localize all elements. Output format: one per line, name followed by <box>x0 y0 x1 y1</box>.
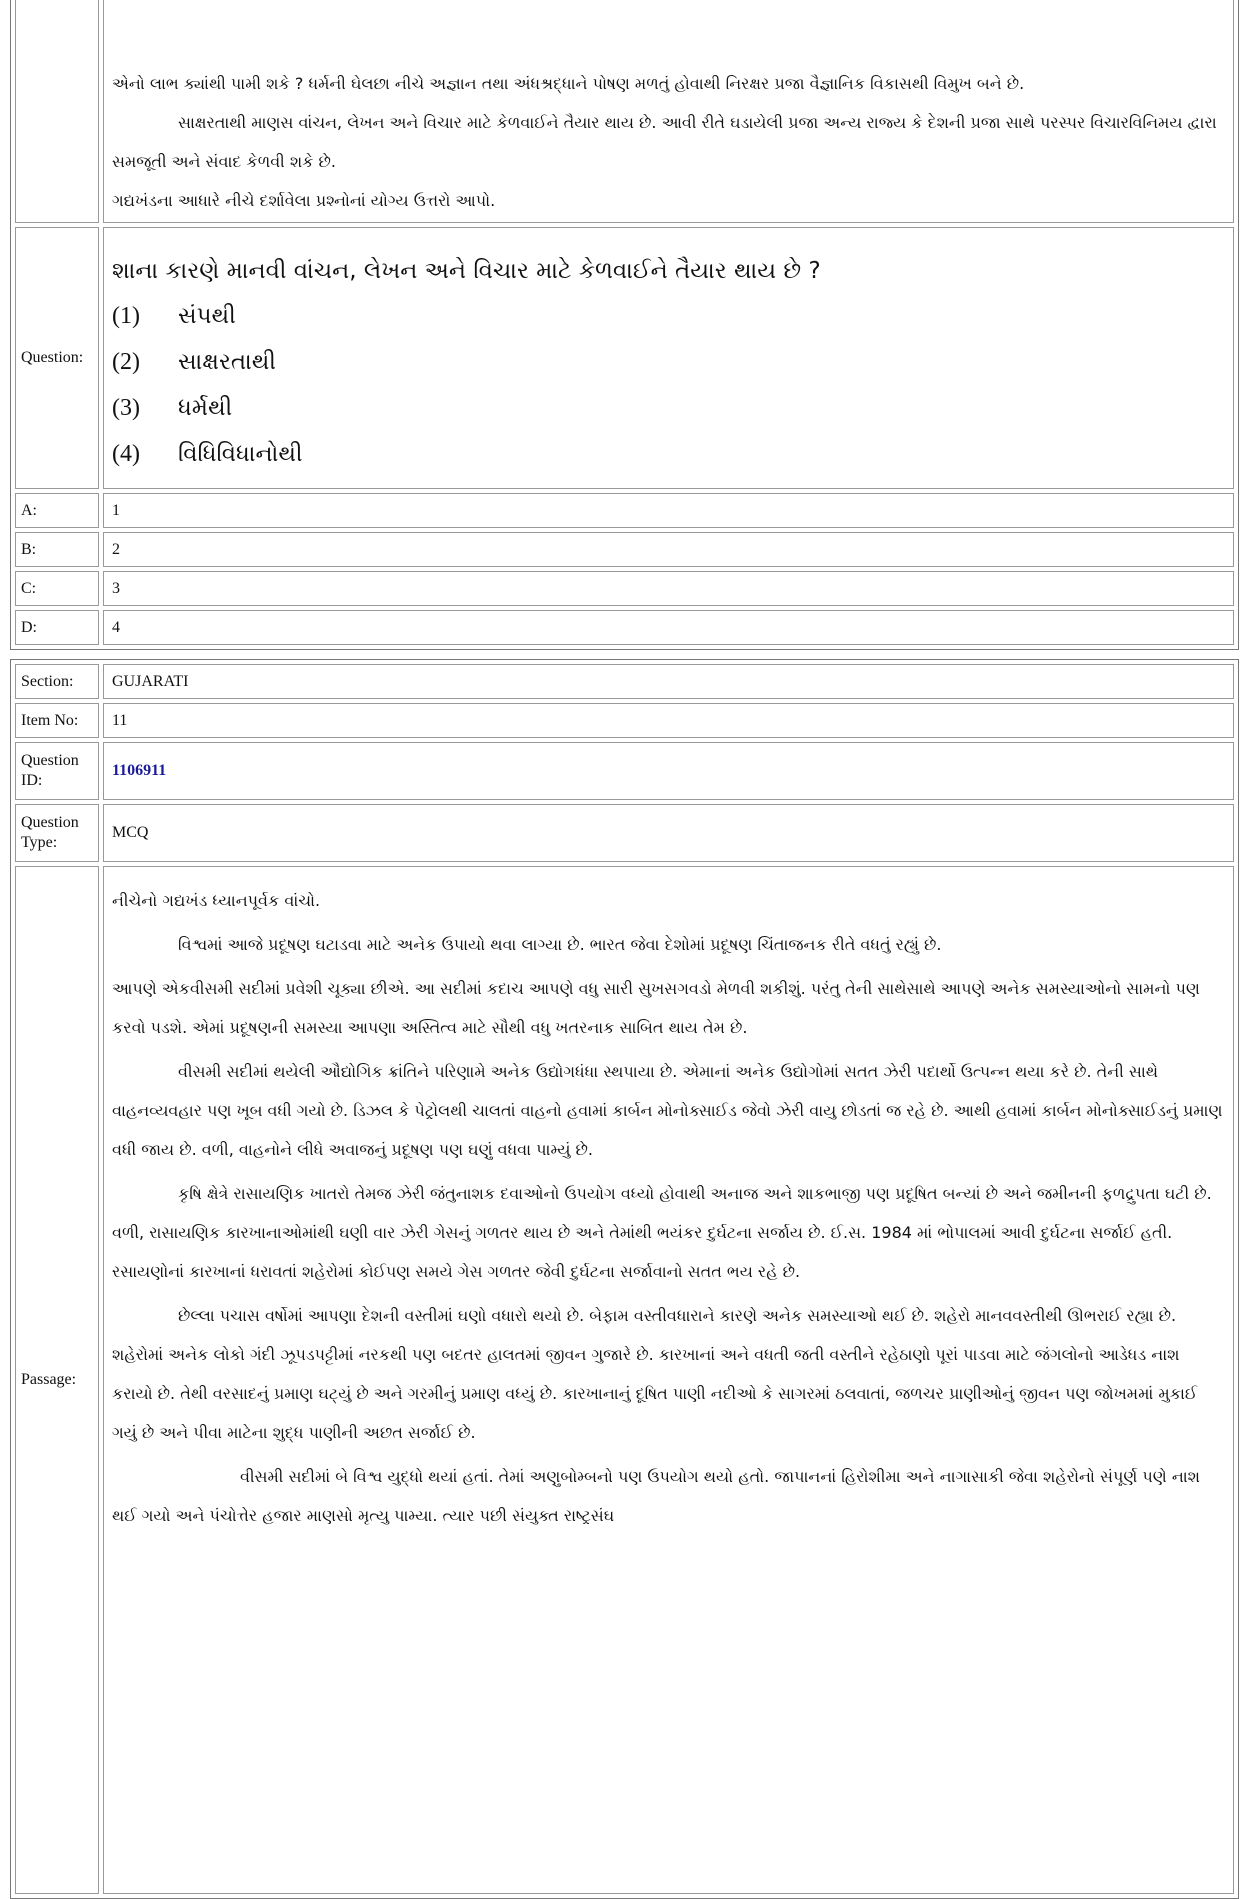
answer-label: B: <box>15 532 99 567</box>
passage-row <box>15 0 1234 223</box>
passage-paragraph: એનો લાભ ક્યાંથી પામી શકે ? ધર્મની ઘેલછા નીચે અજ્ઞાન તથા અંધશ્રદ્ધાને પોષણ મળતું હોવાથી નિરક્ષર પ્રજા વૈજ્ઞાનિક વિકાસથી વિમુખ બને છે. <box>112 74 1025 93</box>
item-label: Item No: <box>15 703 99 738</box>
option-text: વિધિવિધાનોથી <box>178 441 303 467</box>
passage-paragraph: કૃષિ ક્ષેત્રે રાસાયણિક ખાતરો તેમજ ઝેરી જંતુનાશક દવાઓનો ઉપયોગ વધ્યો હોવાથી અનાજ અને શાકભાજી પણ પ્રદૂષિત બન્યાં છે અને જમીનની ફળદ્રુપતા ઘટી છે. વળી, રાસાયણિક કારખાનાઓમાંથી ઘણી વાર ઝેરી ગેસનું ગળતર થાય છે અને તેમાંથી ભયંકર દુર્ઘટના સર્જાય છે. ઈ.સ. 1984 માં ભોપાલમાં આવી દુર્ઘટના સર્જાઈ હતી. રસાયણોનાં કારખાનાં ધરાવતાં શહેરોમાં કોઈપણ સમયે ગેસ ગળતર જેવી દુર્ઘટના સર્જાવાનો સતત ભય રહે છે. <box>112 1184 1212 1281</box>
passage-paragraph: સાક્ષરતાથી માણસ વાંચન, લેખન અને વિચાર માટે કેળવાઈને તૈયાર થાય છે. આવી રીતે ઘડાયેલી પ્રજા અન્ય રાજ્ય કે દેશની પ્રજા સાથે પરસ્પર વિચારવિનિમય દ્વારા સમજૂતી અને સંવાદ કેળવી શકે છે. <box>112 113 1217 171</box>
option-text: ધર્મથી <box>178 395 233 421</box>
question-id-cell <box>103 742 1234 800</box>
answer-value: 2 <box>103 532 1234 567</box>
passage-paragraph: વીસમી સદીમાં બે વિશ્વ યુદ્ધો થયાં હતાં. તેમાં અણુબોમ્બનો પણ ઉપયોગ થયો હતો. જાપાનનાં હિરોશીમા અને નાગાસાકી જેવા શહેરોનો સંપૂર્ણ પણે નાશ થઈ ગયો અને પંચોત્તેર હજાર માણસો મૃત્યુ પામ્યા. ત્યાર પછી સંયુક્ત રાષ્ટ્રસંઘ <box>112 1467 1201 1525</box>
section-row <box>15 664 1234 699</box>
passage-paragraph: આપણે એકવીસમી સદીમાં પ્રવેશી ચૂક્યા છીએ. આ સદીમાં કદાચ આપણે વધુ સારી સુખસગવડો મેળવી શકીશું. પરંતુ તેની સાથેસાથે આપણે અનેક સમસ્યાઓનો સામનો પણ કરવો પડશે. એમાં પ્રદૂષણની સમસ્યા આપણા અસ્તિત્વ માટે સૌથી વધુ ખતરનાક સાબિત થાય તેમ છે. <box>112 979 1200 1037</box>
option-number: (2) <box>112 348 140 375</box>
question-type-row <box>15 804 1234 862</box>
question-type-label: Question Type: <box>15 804 99 862</box>
question-id-value: 1106911 <box>112 762 167 779</box>
question-table-11 <box>10 659 1239 1899</box>
answer-label: A: <box>15 493 99 528</box>
passage-label-cell <box>15 0 99 223</box>
answer-label: C: <box>15 571 99 606</box>
answer-row-d <box>15 610 1234 645</box>
option-number: (3) <box>112 394 140 421</box>
passage-cell <box>103 866 1234 1894</box>
question-text: શાના કારણે માનવી વાંચન, લેખન અને વિચાર માટે કેળવાઈને તૈયાર થાય છે ? <box>112 258 821 284</box>
passage-row <box>15 866 1234 1894</box>
question-table-10 <box>10 0 1239 650</box>
question-label: Question: <box>15 227 99 489</box>
question-type-value: MCQ <box>103 804 1234 862</box>
passage-paragraph: ગદ્યખંડના આધારે નીચે દર્શાવેલા પ્રશ્નોનાં યોગ્ય ઉત્તરો આપો. <box>112 191 496 210</box>
answer-row-a <box>15 493 1234 528</box>
option-1 <box>112 293 1225 339</box>
answer-label: D: <box>15 610 99 645</box>
passage-paragraph: નીચેનો ગદ્યખંડ ધ્યાનપૂર્વક વાંચો. <box>112 891 321 910</box>
question-row <box>15 227 1234 489</box>
passage-paragraph: છેલ્લા પચાસ વર્ષોમાં આપણા દેશની વસ્તીમાં ઘણો વધારો થયો છે. બેફામ વસ્તીવધારાને કારણે અનેક સમસ્યાઓ થઈ છે. શહેરો માનવવસ્તીથી ઊભરાઈ રહ્યા છે. શહેરોમાં અનેક લોકો ગંદી ઝૂપડપટ્ટીમાં નરકથી પણ બદતર હાલતમાં જીવન ગુજારે છે. કારખાનાં અને વધતી જતી વસ્તીને રહેઠાણો પૂરાં પાડવા માટે જંગલોનો આડેધડ નાશ કરાયો છે. તેથી વરસાદનું પ્રમાણ ઘટ્યું છે અને ગરમીનું પ્રમાણ વધ્યું છે. કારખાનાનું દૂષિત પાણી નદીઓ કે સાગરમાં ઠલવાતાં, જળચર પ્રાણીઓનું જીવન પણ જોખમમાં મુકાઈ ગયું છે અને પીવા માટેના શુદ્ધ પાણીની અછત સર્જાઈ છે. <box>112 1306 1198 1442</box>
option-4 <box>112 431 1225 477</box>
passage-paragraph: વિશ્વમાં આજે પ્રદૂષણ ઘટાડવા માટે અનેક ઉપાયો થવા લાગ્યા છે. ભારત જેવા દેશોમાં પ્રદૂષણ ચિંતાજનક રીતે વધતું રહ્યું છે. <box>178 935 942 954</box>
answer-value: 1 <box>103 493 1234 528</box>
option-number: (4) <box>112 440 140 467</box>
option-2 <box>112 339 1225 385</box>
passage-label: Passage: <box>15 866 99 1894</box>
item-row <box>15 703 1234 738</box>
passage-paragraph: વીસમી સદીમાં થયેલી ઔદ્યોગિક ક્રાંતિને પરિણામે અનેક ઉદ્યોગધંધા સ્થપાયા છે. એમાનાં અનેક ઉદ્યોગોમાં સતત ઝેરી પદાર્થો ઉત્પન્ન થયા કરે છે. તેની સાથે વાહનવ્યવહાર પણ ખૂબ વધી ગયો છે. ડિઝલ કે પેટ્રોલથી ચાલતાં વાહનો હવામાં કાર્બન મોનોક્સાઈડ જેવો ઝેરી વાયુ છોડતાં જ રહે છે. આથી હવામાં કાર્બન મોનોક્સાઈડનું પ્રમાણ વધી જાય છે. વળી, વાહનોને લીધે અવાજનું પ્રદૂષણ પણ ઘણું વધવા પામ્યું છે. <box>112 1062 1223 1159</box>
question-id-label: Question ID: <box>15 742 99 800</box>
option-number: (1) <box>112 302 140 329</box>
option-text: સાક્ષરતાથી <box>178 349 276 375</box>
passage-cell <box>103 0 1234 223</box>
item-value: 11 <box>103 703 1234 738</box>
question-cell <box>103 227 1234 489</box>
answer-value: 4 <box>103 610 1234 645</box>
question-id-row <box>15 742 1234 800</box>
section-label: Section: <box>15 664 99 699</box>
option-text: સંપથી <box>178 303 236 329</box>
answer-value: 3 <box>103 571 1234 606</box>
section-value: GUJARATI <box>103 664 1234 699</box>
answer-row-b <box>15 532 1234 567</box>
option-3 <box>112 385 1225 431</box>
answer-row-c <box>15 571 1234 606</box>
